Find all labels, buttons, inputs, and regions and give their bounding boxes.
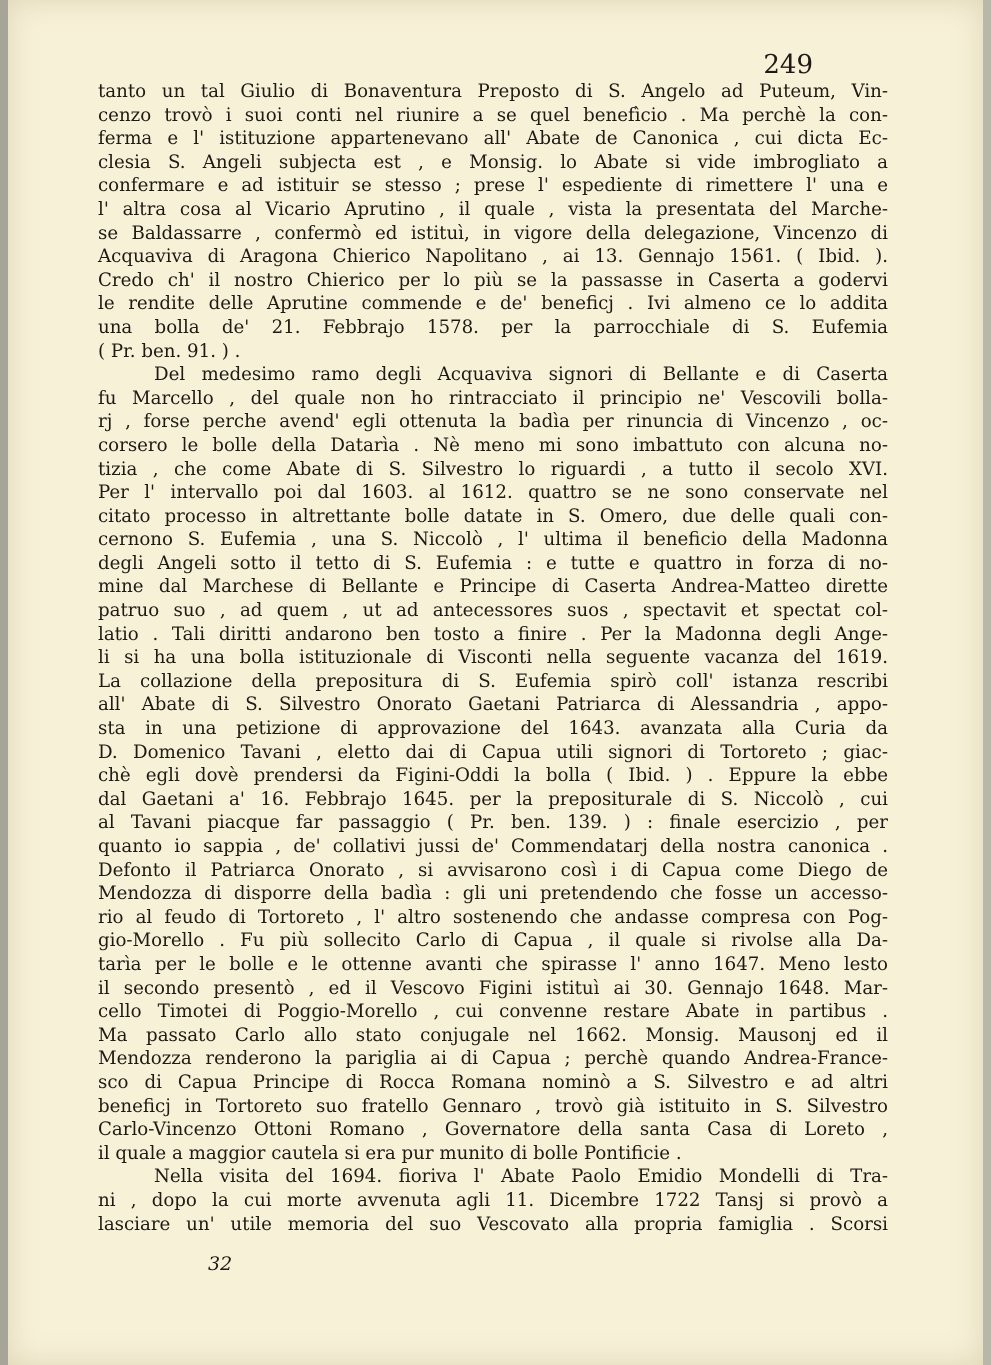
text-line: sco di Capua Principe di Rocca Romana nominò a S. Silvestro e ad altri bbox=[98, 1071, 888, 1093]
text-line: Credo ch' il nostro Chierico per lo più se la passasse in Caserta a godervi bbox=[98, 269, 888, 291]
text-line: La collazione della prepositura di S. Eufemia spirò coll' istanza rescribi bbox=[98, 670, 888, 692]
text-line: il quale a maggior cautela si era pur munito di bolle Pontificie . bbox=[98, 1142, 682, 1164]
text-line: Mendozza renderono la pariglia ai di Capua ; perchè quando Andrea-France- bbox=[98, 1048, 888, 1070]
text-line: all' Abate di S. Silvestro Onorato Gaetani Patriarca di Alessandria , appo- bbox=[98, 694, 888, 716]
text-line: corsero le bolle della Datarìa . Nè meno mi sono imbattuto con alcuna no- bbox=[98, 434, 888, 456]
text-line: Mendozza di disporre della badìa : gli uni pretendendo che fosse un accesso- bbox=[98, 883, 888, 905]
text-line: sta in una petizione di approvazione del 1643. avanzata alla Curia da bbox=[98, 718, 888, 740]
text-line: ni , dopo la cui morte avvenuta agli 11. Dicembre 1722 Tansj si provò a bbox=[98, 1189, 888, 1211]
text-line: beneficj in Tortoreto suo fratello Gennaro , trovò già istituito in S. Silvestro bbox=[98, 1095, 888, 1117]
text-line: al Tavani piacque far passaggio ( Pr. ben. 139. ) : finale esercizio , per bbox=[98, 812, 888, 834]
text-line: li si ha una bolla istituzionale di Visconti nella seguente vacanza del 1619. bbox=[98, 647, 888, 669]
text-line: Acquaviva di Aragona Chierico Napolitano , ai 13. Gennajo 1561. ( Ibid. ). bbox=[98, 246, 888, 268]
signature-mark: 32 bbox=[208, 1253, 233, 1275]
text-line: Ma passato Carlo allo stato conjugale nel 1662. Monsig. Mausonj ed il bbox=[98, 1024, 888, 1046]
text-line: patruo suo , ad quem , ut ad antecessores suos , spectavit et spectat col- bbox=[98, 600, 888, 622]
text-line: lasciare un' utile memoria del suo Vescovato alla propria famiglia . Scorsi bbox=[98, 1213, 888, 1235]
text-line: cernono S. Eufemia , una S. Niccolò , l' ultima il beneficio della Madonna bbox=[98, 529, 888, 551]
text-line: le rendite delle Aprutine commende e de' beneficj . Ivi almeno ce lo addita bbox=[98, 293, 888, 315]
text-line: citato processo in altrettante bolle datate in S. Omero, due delle quali con- bbox=[98, 505, 888, 527]
page-number: 249 bbox=[763, 50, 813, 80]
text-line: Nella visita del 1694. fioriva l' Abate Paolo Emidio Mondelli di Tra- bbox=[154, 1166, 888, 1188]
text-line: una bolla de' 21. Febbrajo 1578. per la parrocchiale di S. Eufemia bbox=[98, 316, 888, 338]
text-line: gio-Morello . Fu più sollecito Carlo di Capua , il quale si rivolse alla Da- bbox=[98, 930, 888, 952]
text-line: ( Pr. ben. 91. ) . bbox=[98, 340, 241, 362]
text-line: Defonto il Patriarca Onorato , si avvisarono così i di Capua come Diego de bbox=[98, 859, 888, 881]
text-line: degli Angeli sotto il tetto di S. Eufemia : e tutte e quattro in forza di no- bbox=[98, 552, 888, 574]
text-line: dal Gaetani a' 16. Febbrajo 1645. per la prepositurale di S. Niccolò , cui bbox=[98, 788, 888, 810]
book-page bbox=[8, 0, 983, 1365]
text-line: tanto un tal Giulio di Bonaventura Preposto di S. Angelo ad Puteum, Vin- bbox=[98, 81, 888, 102]
text-line: clesia S. Angeli subjecta est , e Monsig. lo Abate si vide imbrogliato a bbox=[98, 151, 888, 173]
text-line: mine dal Marchese di Bellante e Principe di Caserta Andrea-Matteo dirette bbox=[98, 576, 888, 598]
text-line: chè egli dovè prendersi da Figini-Oddi la bolla ( Ibid. ) . Eppure la ebbe bbox=[98, 765, 888, 787]
text-line: D. Domenico Tavani , eletto dai di Capua utili signori di Tortoreto ; giac- bbox=[98, 741, 888, 763]
text-line: quanto io sappia , de' collativi jussi de' Commendatarj della nostra canonica . bbox=[98, 836, 888, 857]
text-line: Carlo-Vincenzo Ottoni Romano , Governatore della santa Casa di Loreto , bbox=[98, 1119, 888, 1141]
text-line: tarìa per le bolle e le ottenne avanti che spirasse l' anno 1647. Meno lesto bbox=[98, 953, 888, 975]
page-edge bbox=[0, 0, 8, 1365]
text-line: latio . Tali diritti andarono ben tosto a finire . Per la Madonna degli Ange- bbox=[98, 623, 888, 645]
text-line: il secondo presentò , ed il Vescovo Figini istituì ai 30. Gennajo 1648. Mar- bbox=[98, 977, 888, 999]
text-line: ferma e l' istituzione appartenevano all' Abate de Canonica , cui dicta Ec- bbox=[98, 128, 888, 150]
text-line: se Baldassarre , confermò ed istituì, in vigore della delegazione, Vincenzo di bbox=[98, 222, 888, 244]
text-line: l' altra cosa al Vicario Aprutino , il quale , vista la presentata del Marche- bbox=[98, 198, 888, 220]
text-line: rj , forse perche avend' egli ottenuta la badìa per rinuncia di Vincenzo , oc- bbox=[98, 411, 888, 433]
text-line: cello Timotei di Poggio-Morello , cui convenne restare Abate in partibus . bbox=[98, 1001, 888, 1023]
text-line: confermare e ad istituir se stesso ; prese l' espediente di rimettere l' una e bbox=[98, 175, 888, 197]
text-line: Del medesimo ramo degli Acquaviva signori di Bellante e di Caserta bbox=[154, 364, 888, 386]
text-line: rio al feudo di Tortoreto , l' altro sostenendo che andasse compresa con Pog- bbox=[98, 906, 888, 928]
text-line: fu Marcello , del quale non ho rintracciato il principio ne' Vescovili bolla- bbox=[98, 387, 888, 409]
body-text bbox=[98, 80, 888, 1236]
text-line: tizia , che come Abate di S. Silvestro lo riguardi , a tutto il secolo XVI. bbox=[98, 458, 888, 480]
text-line: cenzo trovò i suoi conti nel riunire a se quel benefìcio . Ma perchè la con- bbox=[98, 104, 888, 126]
text-line: Per l' intervallo poi dal 1603. al 1612. quattro se ne sono conservate nel bbox=[98, 482, 888, 504]
